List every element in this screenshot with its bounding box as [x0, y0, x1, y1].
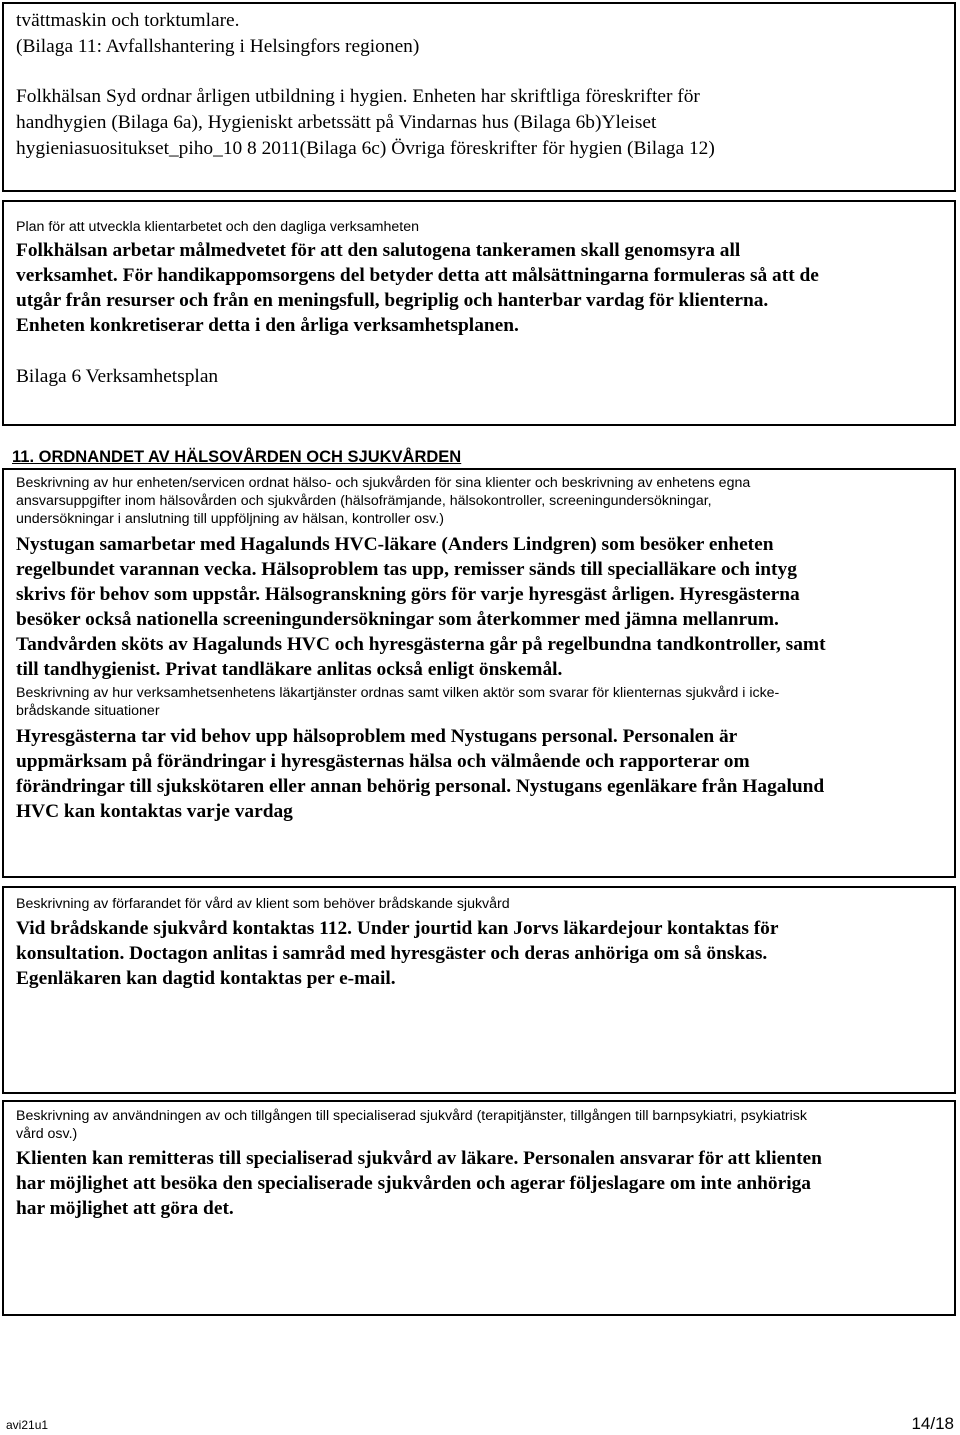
text-line: hygieniasuositukset_piho_10 8 2011(Bilaga 6c) Övriga föreskrifter för hygien (Bilaga 12) [16, 138, 715, 159]
text-line: Folkhälsan arbetar målmedvetet för att den salutogena tankeramen skall genomsyra all [16, 240, 741, 261]
text-line: besöker också nationella screeningundersökningar som återkommer med jämna mellanrum. [16, 609, 779, 630]
text-line: tvättmaskin och torktumlare. [16, 10, 240, 31]
text-line: skrivs för behov som uppstår. Hälsogranskning görs för varje hyresgäst årligen. Hyresgästerna [16, 584, 800, 605]
text-line: uppmärksam på förändringar i hyresgästernas hälsa och välmående och rapporterar om [16, 751, 750, 772]
field-label: vård osv.) [16, 1126, 78, 1142]
text-line: förändringar till sjukskötaren eller annan behörig personal. Nystugans egenläkare från Hagalund [16, 776, 825, 797]
text-line: Klienten kan remitteras till specialiserad sjukvård av läkare. Personalen ansvarar för att klienten [16, 1148, 822, 1169]
text-line: Egenläkaren kan dagtid kontaktas per e-mail. [16, 968, 396, 989]
box-development-plan [2, 200, 956, 426]
text-line: regelbundet varannan vecka. Hälsoproblem tas upp, remisser sänds till specialläkare och intyg [16, 559, 797, 580]
field-label: Beskrivning av hur verksamhetsenhetens läkartjänster ordnas samt vilken aktör som svarar för klienternas sjukvård i icke- [16, 685, 780, 701]
field-label: Plan för att utveckla klientarbetet och den dagliga verksamheten [16, 219, 420, 235]
text-line: Hyresgästerna tar vid behov upp hälsoproblem med Nystugans personal. Personalen är [16, 726, 738, 747]
field-label: Beskrivning av hur enheten/servicen ordnat hälso- och sjukvården för sina klienter och beskrivning av enhetens egna [16, 475, 751, 491]
field-label: undersökningar i anslutning till uppföljning av hälsan, kontroller osv.) [16, 511, 444, 527]
box-hygiene [2, 2, 956, 192]
text-line: (Bilaga 11: Avfallshantering i Helsingfors regionen) [16, 36, 420, 57]
text-line: Enheten konkretiserar detta i den årliga verksamhetsplanen. [16, 315, 519, 336]
box-health-care-arrangement [2, 468, 956, 878]
box-specialised-care [2, 1100, 956, 1316]
text-line: konsultation. Doctagon anlitas i samråd med hyresgäster och deras anhöriga om så önskas. [16, 943, 768, 964]
text-line: HVC kan kontaktas varje vardag [16, 801, 293, 822]
text-line: har möjlighet att göra det. [16, 1198, 234, 1219]
text-line: Folkhälsan Syd ordnar årligen utbildning i hygien. Enheten har skriftliga föreskrifter för [16, 86, 700, 107]
text-line: till tandhygienist. Privat tandläkare anlitas också enligt önskemål. [16, 659, 563, 680]
page-number: 14/18 [911, 1414, 954, 1433]
text-line: Tandvården sköts av Hagalunds HVC och hyresgästerna går på regelbundna tandkontroller, samt [16, 634, 826, 655]
field-label: brådskande situationer [16, 703, 160, 719]
attachment-reference: Bilaga 6 Verksamhetsplan [16, 366, 219, 387]
text-line: utgår från resurser och från en meningsfull, begriplig och hanterbar vardag för klienterna. [16, 290, 769, 311]
field-label: ansvarsuppgifter inom hälsovården och sjukvården (hälsofrämjande, hälsokontroller, screeningundersökningar, [16, 493, 712, 509]
document-code: avi21u1 [6, 1418, 49, 1432]
text-line: verksamhet. För handikappomsorgens del betyder detta att målsättningarna formuleras så att de [16, 265, 819, 286]
text-line: Nystugan samarbetar med Hagalunds HVC-läkare (Anders Lindgren) som besöker enheten [16, 534, 774, 555]
section-title: 11. ORDNANDET AV HÄLSOVÅRDEN OCH SJUKVÅRDEN [12, 448, 462, 466]
text-line: har möjlighet att besöka den specialiserade sjukvården och agerar följeslagare om inte anhöriga [16, 1173, 811, 1194]
text-line: handhygien (Bilaga 6a), Hygieniskt arbetssätt på Vindarnas hus (Bilaga 6b)Yleiset [16, 112, 657, 133]
field-label: Beskrivning av förfarandet för vård av klient som behöver brådskande sjukvård [16, 896, 510, 912]
box-urgent-care [2, 886, 956, 1094]
text-line: Vid brådskande sjukvård kontaktas 112. Under jourtid kan Jorvs läkardejour kontaktas för [16, 918, 779, 939]
field-label: Beskrivning av användningen av och tillgången till specialiserad sjukvård (terapitjänster, tillgången till barnpsykiatri, psykiatrisk [16, 1108, 807, 1124]
